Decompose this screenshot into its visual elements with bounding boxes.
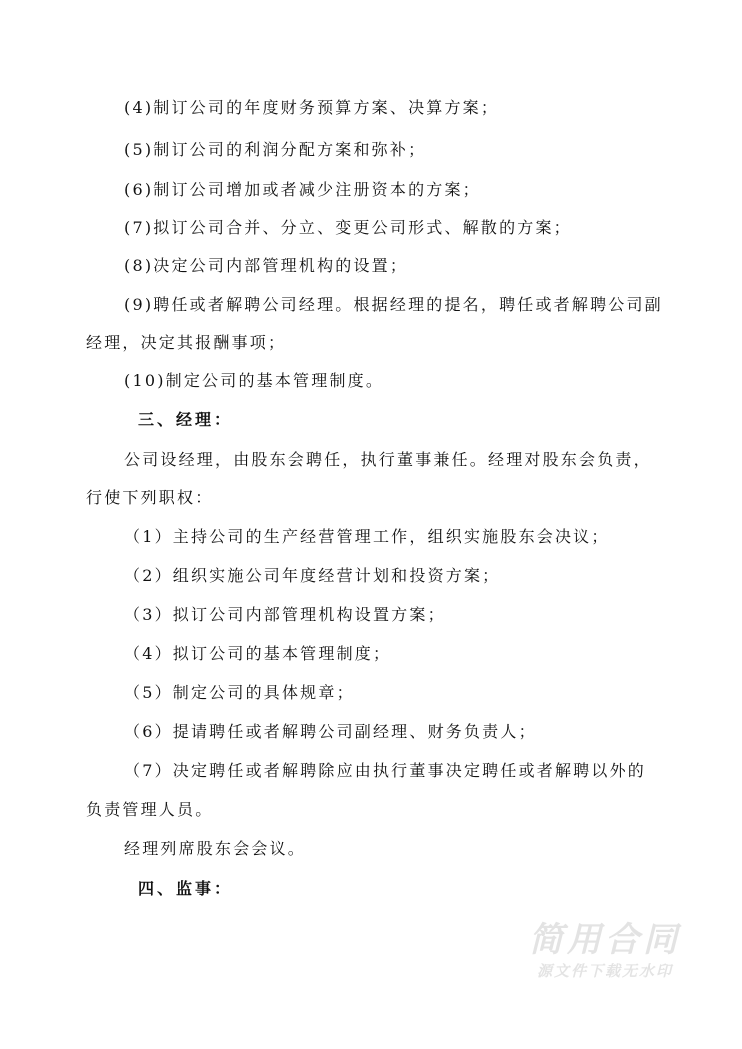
paragraph-item-9-cont: 经理，决定其报酬事项；: [86, 333, 287, 352]
paragraph-manager-attend: 经理列席股东会会议。: [124, 839, 307, 858]
section-heading-supervisor: 四、监事：: [138, 879, 234, 898]
watermark-title: 简用合同: [529, 920, 681, 960]
paragraph-item-4: (4)制订公司的年度财务预算方案、决算方案；: [124, 98, 500, 117]
paragraph-item-7: (7)拟订公司合并、分立、变更公司形式、解散的方案；: [124, 218, 572, 237]
list-item-2: （2）组织实施公司年度经营计划和投资方案；: [124, 566, 501, 585]
section-heading-manager: 三、经理：: [138, 410, 234, 429]
list-item-6: （6）提请聘任或者解聘公司副经理、财务负责人；: [124, 722, 537, 741]
paragraph-item-8: (8)决定公司内部管理机构的设置；: [124, 256, 409, 275]
watermark: [505, 920, 705, 982]
list-item-7: （7）决定聘任或者解聘除应由执行董事决定聘任或者解聘以外的: [124, 761, 646, 780]
paragraph-manager-intro-cont: 行使下列职权：: [86, 488, 214, 507]
list-item-3: （3）拟订公司内部管理机构设置方案；: [124, 605, 446, 624]
paragraph-item-5: (5)制订公司的利润分配方案和弥补；: [124, 140, 427, 159]
paragraph-item-9: (9)聘任或者解聘公司经理。根据经理的提名，聘任或者解聘公司副: [124, 295, 663, 314]
paragraph-manager-intro: 公司设经理，由股东会聘任，执行董事兼任。经理对股东会负责，: [124, 450, 652, 469]
paragraph-item-6: (6)制订公司增加或者减少注册资本的方案；: [124, 180, 481, 199]
list-item-1: （1）主持公司的生产经营管理工作，组织实施股东会决议；: [124, 527, 610, 546]
list-item-7-cont: 负责管理人员。: [86, 800, 214, 819]
list-item-4: （4）拟订公司的基本管理制度；: [124, 644, 392, 663]
paragraph-item-10: (10)制定公司的基本管理制度。: [124, 371, 385, 390]
watermark-subtitle: 源文件下载无水印: [536, 962, 673, 980]
list-item-5: （5）制定公司的具体规章；: [124, 683, 355, 702]
